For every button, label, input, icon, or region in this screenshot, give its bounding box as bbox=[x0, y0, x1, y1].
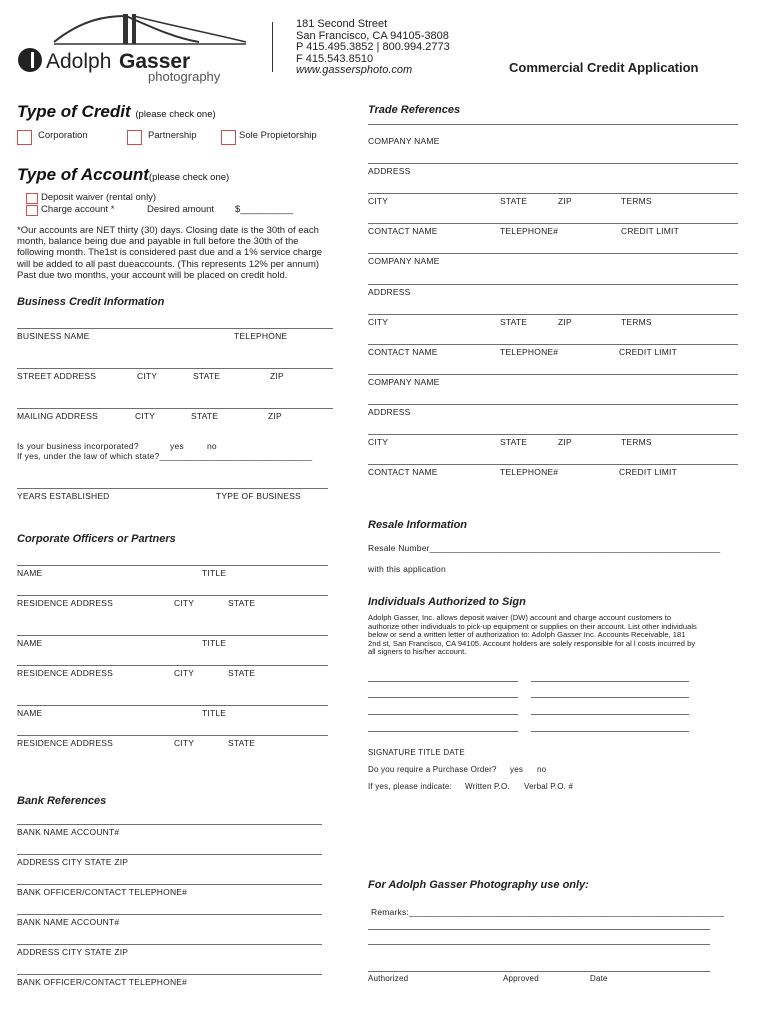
label-trade2-telephone: TELEPHONE# bbox=[500, 347, 559, 357]
label-officer1-name: NAME bbox=[17, 568, 43, 578]
website-link[interactable]: www.gassersphoto.com bbox=[296, 64, 413, 76]
label-trade1-telephone: TELEPHONE# bbox=[500, 226, 559, 236]
signer3-line-b[interactable] bbox=[531, 714, 689, 715]
label-officer1-residence: RESIDENCE ADDRESS bbox=[17, 598, 113, 608]
incorporated-yes[interactable]: yes bbox=[170, 441, 184, 451]
label-street-zip: ZIP bbox=[270, 371, 284, 381]
trade3-address-line[interactable] bbox=[368, 434, 738, 435]
mailing-address-line[interactable] bbox=[17, 408, 333, 409]
business-credit-heading: Business Credit Information bbox=[17, 296, 165, 308]
signer3-line-a[interactable] bbox=[368, 714, 518, 715]
trade2-company-line[interactable] bbox=[368, 284, 738, 285]
label-business-name: BUSINESS NAME bbox=[17, 331, 90, 341]
label-desired-amount: Desired amount bbox=[147, 204, 215, 215]
label-officer1-title: TITLE bbox=[202, 568, 227, 578]
label-trade3-zip: ZIP bbox=[558, 437, 572, 447]
label-trade3-telephone: TELEPHONE# bbox=[500, 467, 559, 477]
trade1-city-line[interactable] bbox=[368, 223, 738, 224]
trade3-contact-line[interactable] bbox=[368, 374, 738, 375]
label-deposit-waiver: Deposit waiver (rental only) bbox=[41, 192, 157, 203]
company-address bbox=[296, 19, 450, 77]
label-trade2-credit-limit: CREDIT LIMIT bbox=[619, 347, 677, 357]
signer1-line-a[interactable] bbox=[368, 681, 518, 682]
label-mailing-zip: ZIP bbox=[268, 411, 282, 421]
label-type-of-business: TYPE OF BUSINESS bbox=[216, 491, 301, 501]
label-trade3-state: STATE bbox=[500, 437, 528, 447]
label-trade1-terms: TERMS bbox=[621, 196, 652, 206]
address-line1: 181 Second Street bbox=[296, 18, 388, 30]
label-approved: Approved bbox=[503, 974, 539, 983]
label-mailing-state: STATE bbox=[191, 411, 219, 421]
label-trade1-company: COMPANY NAME bbox=[368, 136, 440, 146]
logo-name-light: Adolph bbox=[46, 50, 112, 73]
officer1-name-line[interactable] bbox=[17, 565, 328, 566]
approval-line[interactable] bbox=[368, 971, 710, 972]
label-partnership: Partnership bbox=[148, 130, 197, 141]
logo-sub: photography bbox=[148, 69, 221, 84]
signer1-line-b[interactable] bbox=[531, 681, 689, 682]
office-use-heading: For Adolph Gasser Photography use only: bbox=[368, 879, 589, 891]
label-trade1-state: STATE bbox=[500, 196, 528, 206]
officer3-address-line[interactable] bbox=[17, 735, 328, 736]
remarks-line-3[interactable] bbox=[368, 944, 710, 945]
label-bank1-officer: BANK OFFICER/CONTACT TELEPHONE# bbox=[17, 887, 188, 897]
label-signature-title-date: SIGNATURE TITLE DATE bbox=[368, 748, 465, 757]
label-trade2-state: STATE bbox=[500, 317, 528, 327]
label-date: Date bbox=[590, 974, 608, 983]
trade3-city-line[interactable] bbox=[368, 464, 738, 465]
checkbox-deposit-waiver[interactable] bbox=[26, 193, 38, 204]
label-with-application: with this application bbox=[368, 564, 446, 574]
checkbox-corporation[interactable] bbox=[17, 130, 32, 145]
po-no[interactable]: no bbox=[537, 765, 547, 774]
label-street-city: CITY bbox=[137, 371, 158, 381]
po-question: Do you require a Purchase Order? bbox=[368, 765, 497, 774]
header-divider bbox=[272, 22, 273, 72]
label-mailing-address: MAILING ADDRESS bbox=[17, 411, 98, 421]
checkbox-partnership[interactable] bbox=[127, 130, 142, 145]
authorized-signers-heading: Individuals Authorized to Sign bbox=[368, 596, 526, 608]
label-officer3-state: STATE bbox=[228, 738, 256, 748]
officer2-address-line[interactable] bbox=[17, 665, 328, 666]
incorporated-no[interactable]: no bbox=[207, 441, 217, 451]
label-trade1-zip: ZIP bbox=[558, 196, 572, 206]
label-corporation: Corporation bbox=[38, 130, 88, 141]
label-trade3-credit-limit: CREDIT LIMIT bbox=[619, 467, 677, 477]
signer2-line-a[interactable] bbox=[368, 697, 518, 698]
label-street-address: STREET ADDRESS bbox=[17, 371, 97, 381]
label-trade1-credit-limit: CREDIT LIMIT bbox=[621, 226, 679, 236]
state-of-incorporation-field[interactable]: If yes, under the law of which state?_______________________________ bbox=[17, 451, 313, 461]
street-address-line[interactable] bbox=[17, 368, 333, 369]
bank1-address-line[interactable] bbox=[17, 854, 322, 855]
trade2-address-line[interactable] bbox=[368, 314, 738, 315]
label-trade1-city: CITY bbox=[368, 196, 389, 206]
label-bank2-officer: BANK OFFICER/CONTACT TELEPHONE# bbox=[17, 977, 188, 987]
net-terms-notice: *Our accounts are NET thirty (30) days. Closing date is the 30th of each month, balance being due and payable in full before the 30th of the following month. The1st is considered past due and a 1% service charge will be added to all past dueaccounts. (This represents 12% per annum) Past due two months, your account will be placed on credit hold. bbox=[17, 225, 323, 281]
label-trade2-contact: CONTACT NAME bbox=[368, 347, 438, 357]
type-of-account-heading: Type of Account(please check one) bbox=[17, 165, 230, 184]
trade3-company-line[interactable] bbox=[368, 404, 738, 405]
label-bank2-name: BANK NAME ACCOUNT# bbox=[17, 917, 120, 927]
label-trade1-address: ADDRESS bbox=[368, 166, 411, 176]
corporate-officers-heading: Corporate Officers or Partners bbox=[17, 533, 176, 545]
label-business-telephone: TELEPHONE bbox=[234, 331, 288, 341]
label-officer1-state: STATE bbox=[228, 598, 256, 608]
po-if-yes: If yes, please indicate: bbox=[368, 782, 452, 791]
desired-amount-field[interactable]: $__________ bbox=[235, 204, 294, 215]
signer4-line-a[interactable] bbox=[368, 731, 518, 732]
remarks-field[interactable]: Remarks:________________________________________________________________ bbox=[371, 907, 725, 917]
remarks-line-2[interactable] bbox=[368, 929, 710, 930]
label-authorized: Authorized bbox=[368, 974, 409, 983]
label-trade3-company: COMPANY NAME bbox=[368, 377, 440, 387]
fax-line: F 415.543.8510 bbox=[296, 52, 374, 65]
label-trade3-address: ADDRESS bbox=[368, 407, 411, 417]
label-trade2-company: COMPANY NAME bbox=[368, 256, 440, 266]
label-trade3-terms: TERMS bbox=[621, 437, 652, 447]
resale-number-field[interactable]: Resale Number___________________________________________________________ bbox=[368, 543, 721, 553]
phone-line: P 415.495.3852 | 800.994.2773 bbox=[296, 41, 450, 53]
authorized-paragraph: Adolph Gasser, Inc. allows deposit waiver (DW) account and charge account customers to authorize other individuals to pick-up equipment or supplies on their account. List other individuals below or send a written letter of authorization to: Adolph Gasser Inc. Accounts Receivable, 181 2nd st, San Francisco, CA 94105. Account holders are solely responsible for al l costs incurred by all signers to his/her account. bbox=[368, 613, 697, 657]
doc-title: Commercial Credit Application bbox=[509, 60, 699, 75]
label-officer2-residence: RESIDENCE ADDRESS bbox=[17, 668, 113, 678]
resale-info-heading: Resale Information bbox=[368, 519, 468, 531]
bank2-address-line[interactable] bbox=[17, 944, 322, 945]
label-trade2-zip: ZIP bbox=[558, 317, 572, 327]
po-verbal-option[interactable]: Verbal P.O. # bbox=[524, 782, 574, 791]
label-bank1-address: ADDRESS CITY STATE ZIP bbox=[17, 857, 129, 867]
officer2-name-line[interactable] bbox=[17, 635, 328, 636]
trade2-contact-line[interactable] bbox=[368, 253, 738, 254]
label-trade2-terms: TERMS bbox=[621, 317, 652, 327]
label-officer3-title: TITLE bbox=[202, 708, 227, 718]
label-officer3-city: CITY bbox=[174, 738, 195, 748]
incorporated-question: Is your business incorporated? bbox=[17, 441, 139, 451]
label-bank2-address: ADDRESS CITY STATE ZIP bbox=[17, 947, 129, 957]
type-of-credit-heading: Type of Credit (please check one) bbox=[17, 102, 216, 121]
label-officer2-state: STATE bbox=[228, 668, 256, 678]
label-trade1-contact: CONTACT NAME bbox=[368, 226, 438, 236]
label-trade2-city: CITY bbox=[368, 317, 389, 327]
label-charge-account: Charge account * bbox=[41, 204, 115, 215]
label-officer3-residence: RESIDENCE ADDRESS bbox=[17, 738, 113, 748]
po-yes[interactable]: yes bbox=[510, 765, 524, 774]
years-established-line[interactable] bbox=[17, 488, 328, 489]
trade1-company-line[interactable] bbox=[368, 163, 738, 164]
business-name-line[interactable] bbox=[17, 328, 333, 329]
label-trade3-contact: CONTACT NAME bbox=[368, 467, 438, 477]
trade1-address-line[interactable] bbox=[368, 193, 738, 194]
label-trade3-city: CITY bbox=[368, 437, 389, 447]
address-line2: San Francisco, CA 94105-3808 bbox=[296, 29, 449, 42]
label-trade2-address: ADDRESS bbox=[368, 287, 411, 297]
label-street-state: STATE bbox=[193, 371, 221, 381]
checkbox-charge-account[interactable] bbox=[26, 205, 38, 216]
trade2-city-line[interactable] bbox=[368, 344, 738, 345]
logo-name-bold: Gasser bbox=[119, 50, 191, 73]
label-officer1-city: CITY bbox=[174, 598, 195, 608]
bank2-name-line[interactable] bbox=[17, 914, 322, 915]
po-written-option[interactable]: Written P.O. bbox=[465, 782, 510, 791]
bank1-name-line[interactable] bbox=[17, 824, 322, 825]
trade1-top-line bbox=[368, 124, 738, 125]
label-sole-proprietorship: Sole Propietorship bbox=[239, 130, 317, 141]
signer4-line-b[interactable] bbox=[531, 731, 689, 732]
label-officer2-title: TITLE bbox=[202, 638, 227, 648]
bank1-officer-line[interactable] bbox=[17, 884, 322, 885]
label-years-established: YEARS ESTABLISHED bbox=[17, 491, 110, 501]
label-officer3-name: NAME bbox=[17, 708, 43, 718]
checkbox-sole-proprietorship[interactable] bbox=[221, 130, 236, 145]
signer2-line-b[interactable] bbox=[531, 697, 689, 698]
label-officer2-city: CITY bbox=[174, 668, 195, 678]
bank2-officer-line[interactable] bbox=[17, 974, 322, 975]
label-mailing-city: CITY bbox=[135, 411, 156, 421]
officer1-address-line[interactable] bbox=[17, 595, 328, 596]
officer3-name-line[interactable] bbox=[17, 705, 328, 706]
label-bank1-name: BANK NAME ACCOUNT# bbox=[17, 827, 120, 837]
label-officer2-name: NAME bbox=[17, 638, 43, 648]
trade-references-heading: Trade References bbox=[368, 104, 461, 116]
bank-references-heading: Bank References bbox=[17, 795, 107, 807]
bridge-logo-icon bbox=[14, 12, 254, 86]
